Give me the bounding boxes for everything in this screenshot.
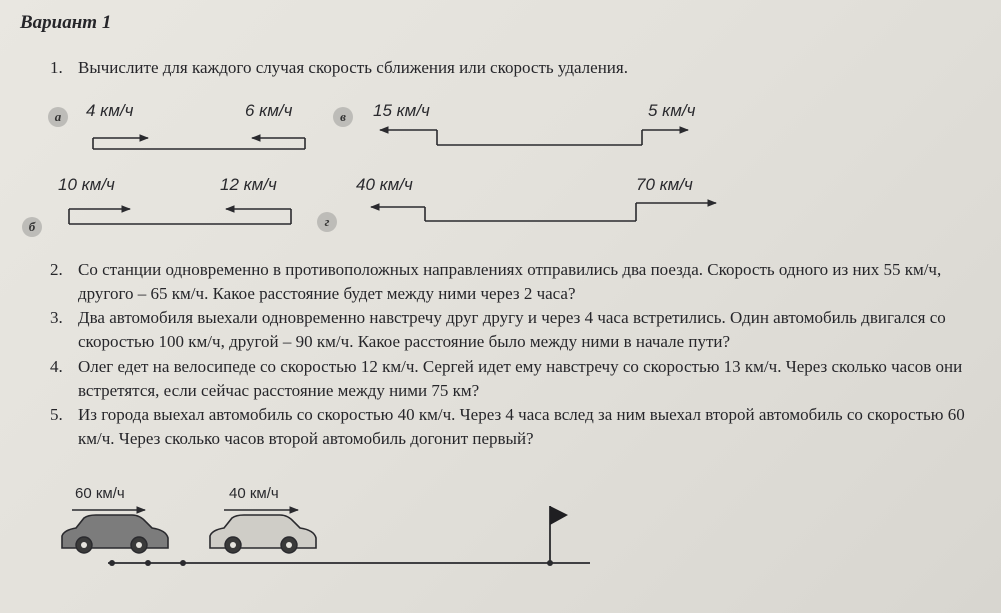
diagram-v-right-speed: 5 км/ч [648,101,696,120]
car-1-icon [62,515,168,553]
car-2-icon [210,515,316,553]
task-text: Олег едет на велосипеде со скоростью 12 км/ч. Сергей идет ему навстречу со скоростью 13 км/ч. Через сколько часов они встретятся, если сейчас расстояние между ними 75 км? [78,357,963,400]
diagram-g-badge: г [317,212,337,232]
task-text: Со станции одновременно в противоположных направлениях отправились два поезда. Скорость одного из них 55 км/ч, другого – 65 км/ч. Какое расстояние будет между ними через 2 часа? [78,260,942,303]
diagram-a-badge: а [48,107,68,127]
task-text: Вычислите для каждого случая скорость сближения или скорость удаления. [78,58,628,77]
diagram-a-left-speed: 4 км/ч [86,101,134,120]
task-number: 4. [50,357,63,376]
diagram-b-badge: б [22,217,42,237]
diagram-g-left-speed: 40 км/ч [356,175,413,194]
variant-title: Вариант 1 [20,12,112,33]
task-number: 2. [50,260,63,279]
car-1-speed: 60 км/ч [75,485,125,502]
finish-flag-icon [550,506,568,563]
diagram-g-right-speed: 70 км/ч [636,175,693,194]
road-line [108,560,590,566]
task-number: 5. [50,405,63,424]
diagram-v-badge: в [333,107,353,127]
diagram-b-right-speed: 12 км/ч [220,175,277,194]
car-2-speed: 40 км/ч [229,485,279,502]
diagram-v-left-speed: 15 км/ч [373,101,430,120]
diagram-a-right-speed: 6 км/ч [245,101,293,120]
task-text: Два автомобиля выехали одновременно навстречу друг другу и через 4 часа встретились. Один автомобиль двигался со скоростью 100 км/ч, другой – 90 км/ч. Какое расстояние было между ними в начале пути? [78,308,946,351]
task-text: Из города выехал автомобиль со скоростью 40 км/ч. Через 4 часа вслед за ним выехал второй автомобиль со скоростью 60 км/ч. Через сколько часов второй автомобиль догонит первый? [78,405,965,448]
diagram-b-left-speed: 10 км/ч [58,175,115,194]
task-number: 3. [50,308,63,327]
task-number: 1. [50,58,63,77]
